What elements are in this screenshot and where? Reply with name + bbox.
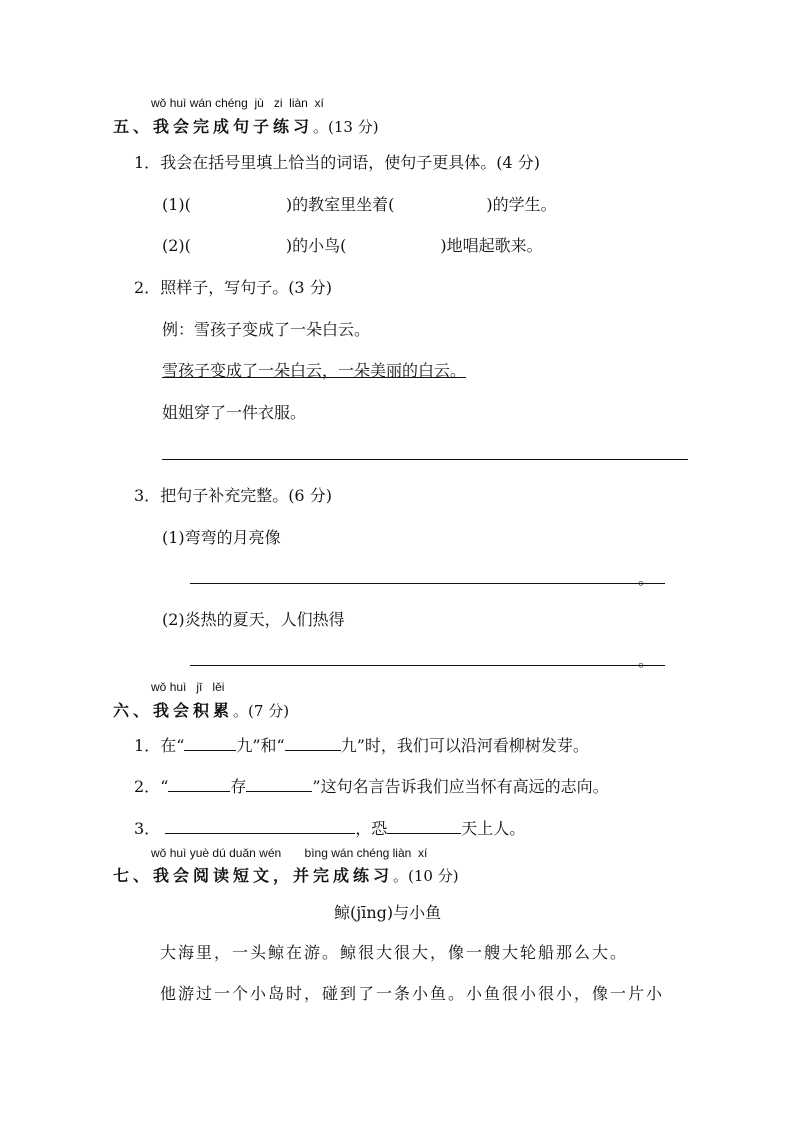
- s5-question-3: 3．把句子补充完整。(6 分): [134, 486, 332, 505]
- s5-question-2: 2．照样子，写句子。(3 分): [134, 278, 332, 297]
- answer-line[interactable]: [190, 665, 665, 666]
- fill-blank[interactable]: [184, 734, 236, 751]
- period: 。: [638, 651, 655, 670]
- fill-blank[interactable]: [387, 817, 461, 834]
- s5-question-1: 1．我会在括号里填上恰当的词语，使句子更具体。(4 分): [134, 153, 540, 172]
- section5-pinyin: wǒ huì wán chéng jù zi liàn xí: [151, 96, 324, 110]
- fill-blank[interactable]: [168, 775, 230, 792]
- s6-question-2: 2．“ 存 ”这句名言告诉我们应当怀有高远的志向。: [134, 777, 609, 796]
- story-paragraph-1: 大海里，一头鲸在游。鲸很大很大，像一艘大轮船那么大。: [160, 943, 629, 962]
- period: 。: [638, 569, 655, 588]
- s5-q2-example: 例：雪孩子变成了一朵白云。: [162, 320, 371, 339]
- fill-blank[interactable]: [165, 817, 355, 834]
- answer-line[interactable]: [162, 459, 688, 460]
- section5-heading: 五、我会完成句子练习。(13 分): [113, 117, 379, 136]
- s5-q1-sentence-1: (1)( )的教室里坐着( )的学生。: [162, 195, 557, 214]
- s6-question-3: 3． ，恐 天上人。: [134, 819, 526, 838]
- section7-pinyin: wǒ huì yuè dú duǎn wén bìng wán chéng liàn xí: [151, 846, 428, 860]
- fill-blank[interactable]: [246, 775, 312, 792]
- s5-q3-sentence-2: (2)炎热的夏天，人们热得: [162, 610, 345, 629]
- section7-heading: 七、我会阅读短文，并完成练习。(10 分): [113, 866, 459, 885]
- s5-q2-example-answer: 雪孩子变成了一朵白云，一朵美丽的白云。: [162, 361, 467, 380]
- section6-pinyin: wǒ huì jī lěi: [151, 680, 225, 694]
- story-title: 鲸(jīng)与小鱼: [334, 903, 442, 922]
- fill-blank[interactable]: [285, 734, 341, 751]
- s5-q2-prompt: 姐姐穿了一件衣服。: [162, 403, 307, 422]
- s6-question-1: 1．在“ 九”和“ 九”时，我们可以沿河看柳树发芽。: [134, 736, 589, 755]
- s5-q3-sentence-1: (1)弯弯的月亮像: [162, 528, 281, 547]
- answer-line[interactable]: [190, 583, 665, 584]
- section6-heading: 六、我会积累。(7 分): [113, 701, 290, 720]
- s5-q1-sentence-2: (2)( )的小鸟( )地唱起歌来。: [162, 236, 543, 255]
- story-paragraph-2: 他游过一个小岛时，碰到了一条小鱼。小鱼很小很小，像一片小: [160, 984, 665, 1003]
